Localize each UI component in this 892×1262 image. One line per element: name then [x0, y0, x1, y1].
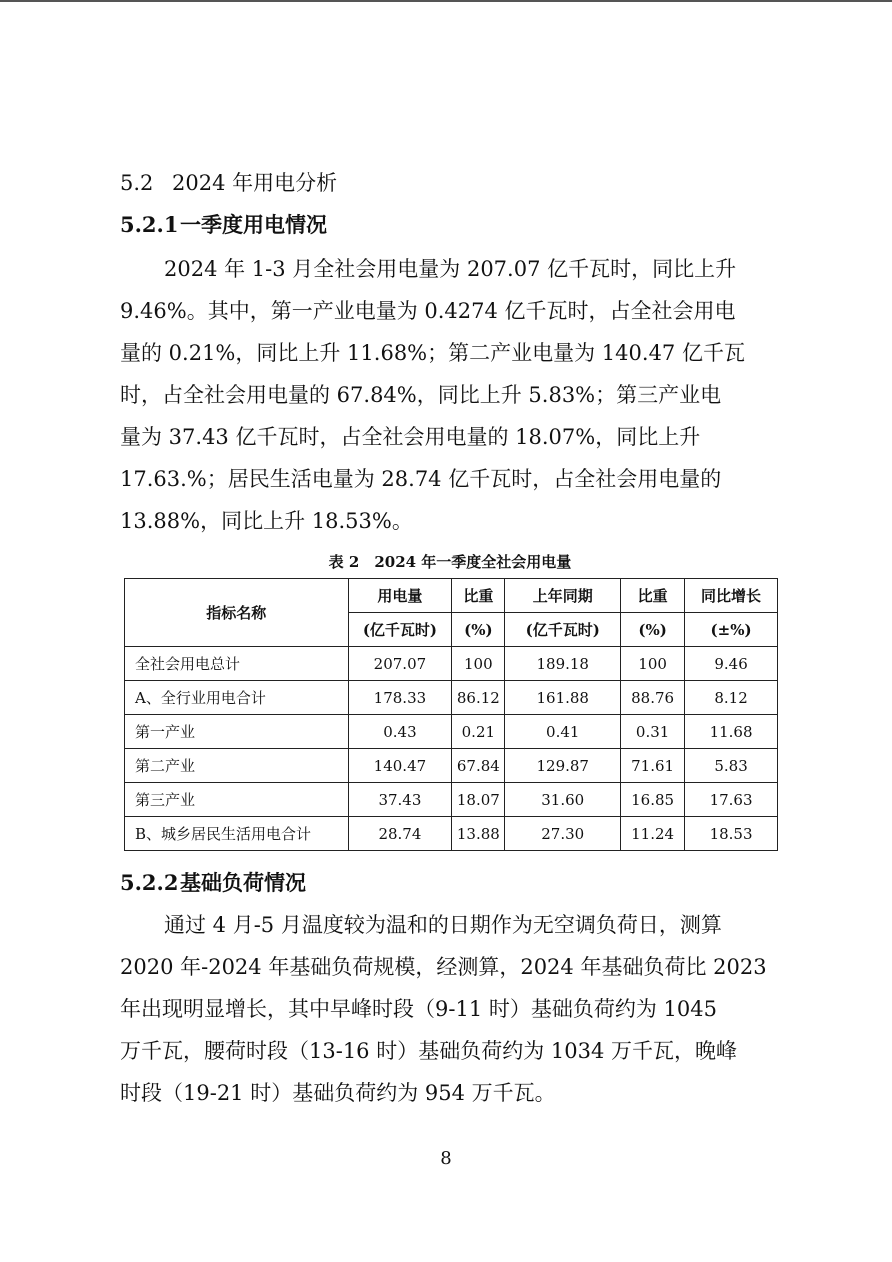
electricity-table	[124, 578, 778, 851]
table-cell: 100	[621, 647, 685, 681]
paragraph-line: 2020 年-2024 年基础负荷规模，经测算，2024 年基础负荷比 2023	[120, 955, 767, 979]
row-name: 第二产业	[125, 749, 349, 783]
header-cell: 用电量	[348, 579, 452, 613]
table-row	[125, 817, 778, 851]
header-indicator-name: 指标名称	[125, 579, 349, 647]
table-cell: 31.60	[505, 783, 621, 817]
row-name: 第三产业	[125, 783, 349, 817]
row-name: 第一产业	[125, 715, 349, 749]
table-cell: 0.43	[348, 715, 452, 749]
row-name: 全社会用电总计	[125, 647, 349, 681]
paragraph-line: 万千瓦，腰荷时段（13-16 时）基础负荷约为 1034 万千瓦，晚峰	[120, 1039, 738, 1063]
unit-cell: (±%)	[685, 613, 778, 647]
page-number: 8	[440, 1148, 452, 1169]
paragraph-line: 17.63.%；居民生活电量为 28.74 亿千瓦时，占全社会用电量的	[120, 467, 722, 491]
table-cell: 161.88	[505, 681, 621, 715]
header-cell: 比重	[621, 579, 685, 613]
row-name: B、城乡居民生活用电合计	[125, 817, 349, 851]
table-cell: 140.47	[348, 749, 452, 783]
table-row	[125, 749, 778, 783]
table-cell: 5.83	[685, 749, 778, 783]
table-cell: 0.21	[452, 715, 505, 749]
table-caption: 表 2 2024 年一季度全社会用电量	[328, 553, 572, 571]
table-cell: 11.68	[685, 715, 778, 749]
paragraph-line: 年出现明显增长，其中早峰时段（9-11 时）基础负荷约为 1045	[120, 997, 717, 1021]
table-cell: 28.74	[348, 817, 452, 851]
unit-cell: (亿千瓦时)	[505, 613, 621, 647]
table-header-row	[125, 579, 778, 613]
unit-cell: (亿千瓦时)	[348, 613, 452, 647]
subsection-title: 基础负荷情况	[180, 870, 306, 895]
paragraph-line: 时段（19-21 时）基础负荷约为 954 万千瓦。	[120, 1081, 556, 1105]
table-cell: 71.61	[621, 749, 685, 783]
table-cell: 18.53	[685, 817, 778, 851]
table-cell: 0.31	[621, 715, 685, 749]
table-cell: 13.88	[452, 817, 505, 851]
top-border	[0, 0, 892, 2]
subsection-heading-2	[120, 868, 306, 898]
subsection-number: 5.2.2	[120, 870, 179, 895]
table-cell: 86.12	[452, 681, 505, 715]
table-cell: 8.12	[685, 681, 778, 715]
paragraph-line: 2024 年 1-3 月全社会用电量为 207.07 亿千瓦时，同比上升	[164, 257, 737, 281]
table-cell: 37.43	[348, 783, 452, 817]
table-row	[125, 647, 778, 681]
subsection-heading-1	[120, 210, 327, 240]
subsection-title: 一季度用电情况	[180, 212, 327, 237]
unit-cell: (%)	[452, 613, 505, 647]
row-name: A、全行业用电合计	[125, 681, 349, 715]
paragraph-1	[120, 248, 780, 542]
paragraph-line: 9.46%。其中，第一产业电量为 0.4274 亿千瓦时，占全社会用电	[120, 299, 736, 323]
table-cell: 67.84	[452, 749, 505, 783]
paragraph-line: 13.88%，同比上升 18.53%。	[120, 509, 413, 533]
table-cell: 17.63	[685, 783, 778, 817]
table-cell: 16.85	[621, 783, 685, 817]
header-cell: 上年同期	[505, 579, 621, 613]
unit-cell: (%)	[621, 613, 685, 647]
section-title: 2024 年用电分析	[172, 171, 338, 195]
paragraph-line: 量的 0.21%，同比上升 11.68%；第二产业电量为 140.47 亿千瓦	[120, 341, 745, 365]
table-row	[125, 783, 778, 817]
table-cell: 27.30	[505, 817, 621, 851]
table-cell: 0.41	[505, 715, 621, 749]
table-cell: 9.46	[685, 647, 778, 681]
table-cell: 129.87	[505, 749, 621, 783]
table-cell: 178.33	[348, 681, 452, 715]
header-cell: 同比增长	[685, 579, 778, 613]
paragraph-2	[120, 904, 780, 1114]
table-row	[125, 681, 778, 715]
table-row	[125, 715, 778, 749]
paragraph-line: 通过 4 月-5 月温度较为温和的日期作为无空调负荷日，测算	[164, 913, 722, 937]
table-cell: 189.18	[505, 647, 621, 681]
paragraph-line: 量为 37.43 亿千瓦时，占全社会用电量的 18.07%，同比上升	[120, 425, 701, 449]
table-cell: 207.07	[348, 647, 452, 681]
section-number: 5.2	[120, 171, 154, 195]
table-cell: 100	[452, 647, 505, 681]
table-cell: 88.76	[621, 681, 685, 715]
subsection-number: 5.2.1	[120, 212, 179, 237]
section-heading	[120, 168, 337, 198]
header-cell: 比重	[452, 579, 505, 613]
table-cell: 18.07	[452, 783, 505, 817]
table-cell: 11.24	[621, 817, 685, 851]
paragraph-line: 时，占全社会用电量的 67.84%，同比上升 5.83%；第三产业电	[120, 383, 722, 407]
